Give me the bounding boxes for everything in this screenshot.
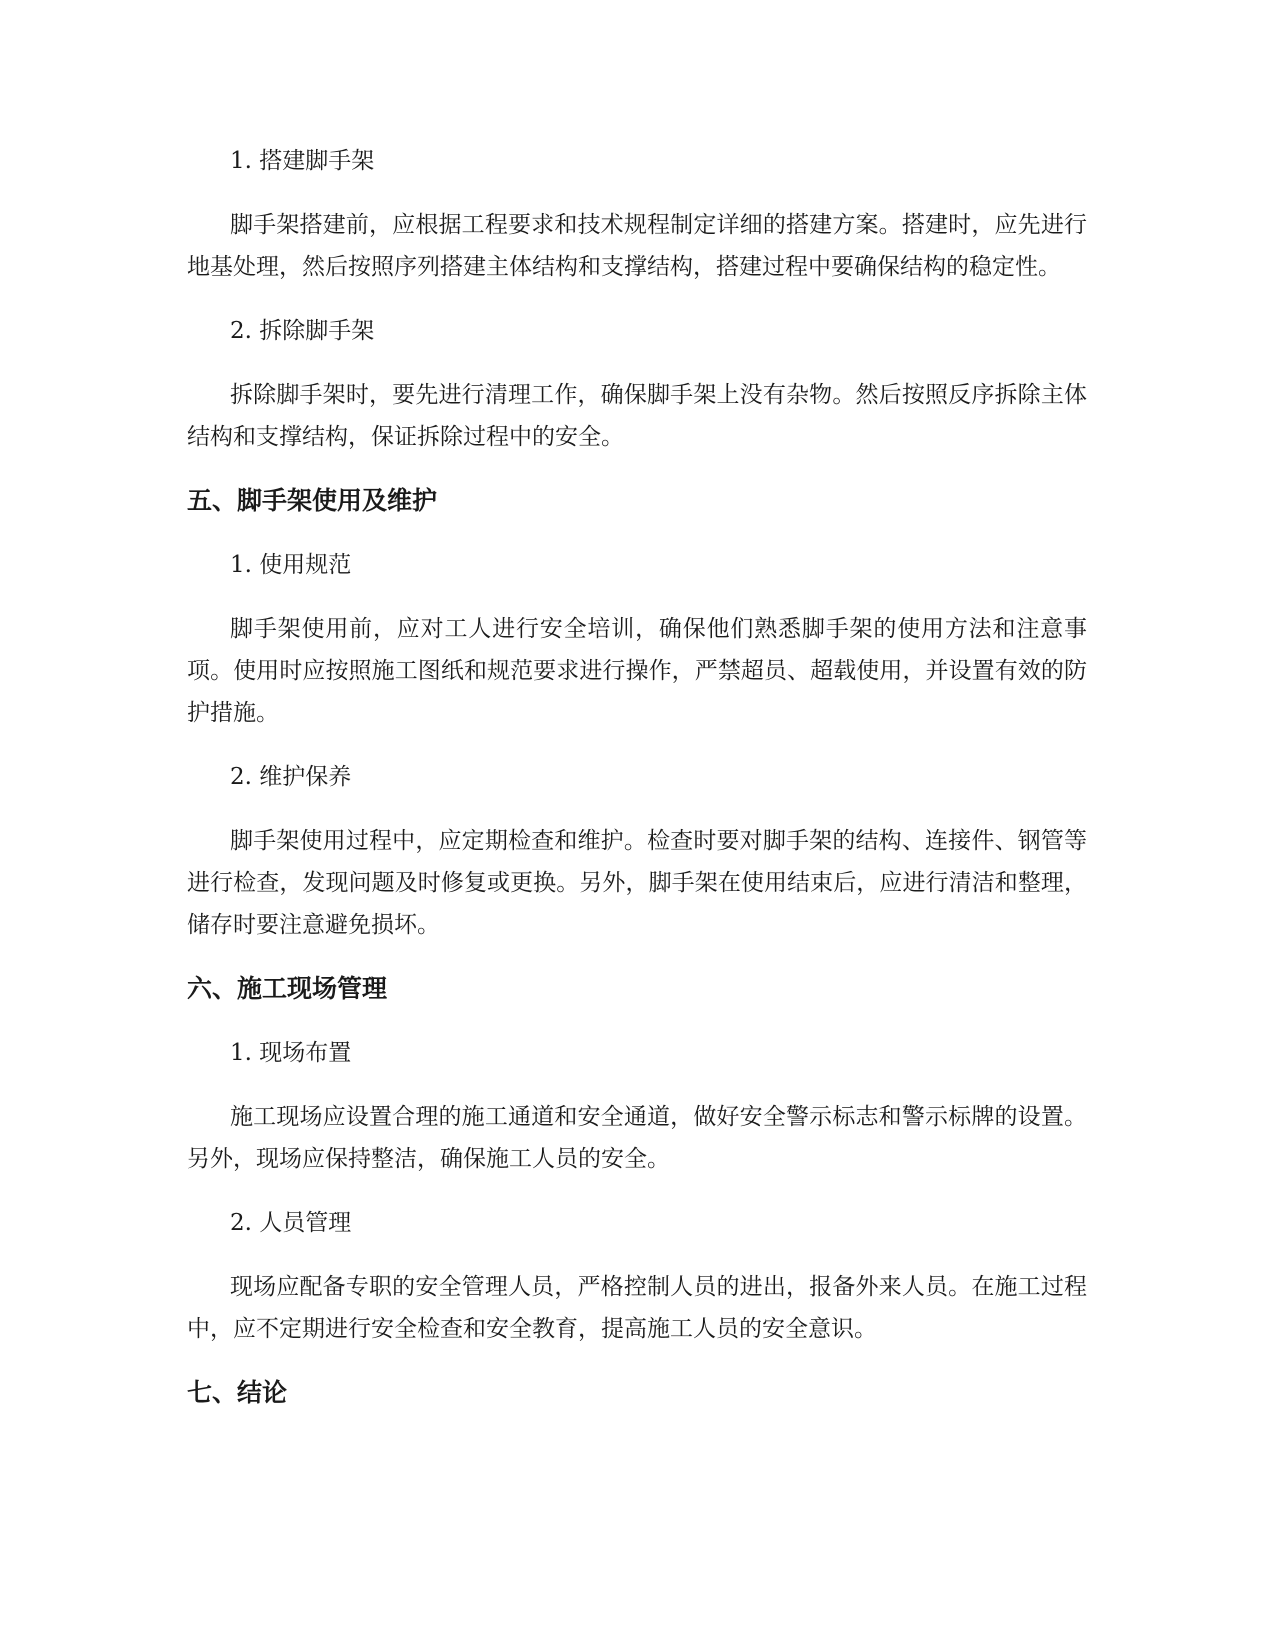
subheading-personnel-management: 2. 人员管理 bbox=[230, 1210, 352, 1236]
paragraph-personnel-management: 现场应配备专职的安全管理人员，严格控制人员的进出，报备外来人员。在施工过程中，应不定期进行安全检查和安全教育，提高施工人员的安全意识。 bbox=[187, 1274, 1087, 1342]
paragraph-site-layout: 施工现场应设置合理的施工通道和安全通道，做好安全警示标志和警示标牌的设置。另外，现场应保持整洁，确保施工人员的安全。 bbox=[187, 1104, 1087, 1172]
paragraph-remove-scaffold: 拆除脚手架时，要先进行清理工作，确保脚手架上没有杂物。然后按照反序拆除主体结构和支撑结构，保证拆除过程中的安全。 bbox=[187, 382, 1087, 450]
section-title-usage-maintenance: 五、脚手架使用及维护 bbox=[187, 486, 438, 515]
subheading-usage-rules: 1. 使用规范 bbox=[230, 552, 352, 578]
paragraph-build-scaffold: 脚手架搭建前，应根据工程要求和技术规程制定详细的搭建方案。搭建时，应先进行地基处理，然后按照序列搭建主体结构和支撑结构，搭建过程中要确保结构的稳定性。 bbox=[187, 212, 1087, 280]
section-title-site-management: 六、施工现场管理 bbox=[187, 974, 388, 1003]
subheading-maintenance: 2. 维护保养 bbox=[230, 764, 352, 790]
paragraph-usage-rules: 脚手架使用前，应对工人进行安全培训，确保他们熟悉脚手架的使用方法和注意事项。使用时应按照施工图纸和规范要求进行操作，严禁超员、超载使用，并设置有效的防护措施。 bbox=[187, 616, 1087, 726]
paragraph-maintenance: 脚手架使用过程中，应定期检查和维护。检查时要对脚手架的结构、连接件、钢管等进行检查，发现问题及时修复或更换。另外，脚手架在使用结束后，应进行清洁和整理，储存时要注意避免损坏。 bbox=[187, 828, 1087, 938]
document-page bbox=[187, 140, 1087, 1436]
subheading-build-scaffold: 1. 搭建脚手架 bbox=[230, 148, 375, 174]
subheading-site-layout: 1. 现场布置 bbox=[230, 1040, 352, 1066]
section-title-conclusion: 七、结论 bbox=[187, 1378, 288, 1407]
subheading-remove-scaffold: 2. 拆除脚手架 bbox=[230, 318, 375, 344]
